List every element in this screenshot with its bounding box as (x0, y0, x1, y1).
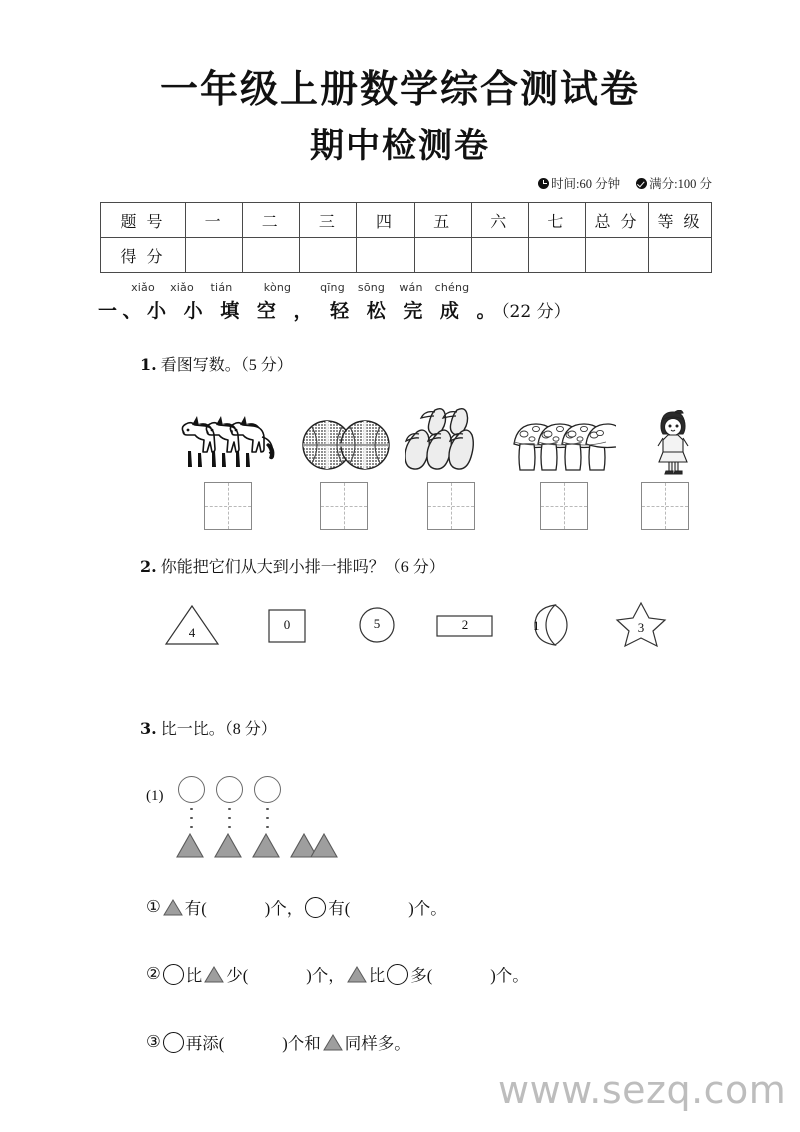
pinyin-7: wán (399, 281, 423, 294)
triangle-icon-inline-1 (162, 898, 184, 917)
score-cell-total[interactable] (586, 238, 649, 273)
question-2-number: 2. (140, 557, 157, 576)
marker-1: ① (146, 897, 161, 916)
pears-icon (405, 404, 497, 476)
shape-value-5: 1 (533, 618, 540, 633)
col-header-2: 二 (243, 203, 300, 238)
answer-line-2 (146, 962, 529, 986)
question-2-heading (140, 554, 445, 577)
picture-pears (405, 404, 497, 481)
dot-connector-1 (190, 808, 193, 828)
shape-value-1: 4 (188, 625, 196, 640)
picture-mushrooms (512, 418, 616, 479)
marker-3: ③ (146, 1032, 161, 1051)
compare-triangles (174, 832, 340, 860)
dot-connector-3 (266, 808, 269, 828)
score-cell-5[interactable] (414, 238, 471, 273)
compare-circle-3 (254, 776, 281, 803)
answer-box-2[interactable] (320, 482, 368, 530)
col-header-1: 一 (186, 203, 243, 238)
full-score-label: 满分:100 分 (649, 177, 712, 191)
question-1-text: 看图写数。（5 分） (160, 357, 293, 374)
col-header-5: 五 (414, 203, 471, 238)
pinyin-5: qīng (320, 281, 345, 294)
time-label: 时间:60 分钟 (551, 177, 621, 191)
picture-horses (172, 413, 282, 478)
circle-icon-inline-2b (387, 964, 408, 985)
row-label-score: 得 分 (101, 238, 186, 273)
line-2-part-6: )个。 (490, 966, 529, 985)
section-title-text: 小 小 填 空 ， 轻 松 完 成 。 (147, 300, 502, 322)
line-2-part-5: 多( (410, 966, 433, 985)
horses-icon (172, 413, 282, 473)
circle-icon-inline-2a (163, 964, 184, 985)
page-title: 一年级上册数学综合测试卷 (159, 66, 640, 111)
circle-icon-inline-1 (305, 897, 326, 918)
line-1-part-4: )个。 (408, 899, 447, 918)
col-header-total: 总 分 (586, 203, 649, 238)
col-header-grade: 等 级 (649, 203, 712, 238)
triangle-icon-inline-2a (203, 965, 225, 984)
col-header-4: 四 (357, 203, 414, 238)
shape-moon-1 (525, 602, 571, 648)
time-meta (538, 174, 620, 192)
question-1-number: 1. (140, 355, 157, 374)
picture-basketballs (300, 418, 392, 477)
line-1-part-2: )个， (264, 899, 304, 918)
pinyin-8: chéng (434, 281, 470, 294)
line-2-part-2: 少( (226, 966, 249, 985)
question-3-text: 比一比。（8 分） (160, 721, 277, 738)
score-cell-1[interactable] (186, 238, 243, 273)
line-3-part-2: )个和 (282, 1034, 321, 1053)
answer-line-1 (146, 895, 447, 919)
line-2-part-4: 比 (368, 966, 386, 985)
page-subtitle: 期中检测卷 (310, 126, 490, 166)
col-header-3: 三 (300, 203, 357, 238)
compare-circle-1 (178, 776, 205, 803)
pinyin-1: xiǎo (131, 281, 155, 294)
shape-value-6: 3 (637, 620, 645, 635)
question-3-number: 3. (140, 719, 157, 738)
row-label-question-number: 题 号 (101, 203, 186, 238)
score-meta (636, 174, 712, 192)
question-2-text: 你能把它们从大到小排一排吗？（6 分） (160, 559, 445, 576)
answer-box-4[interactable] (540, 482, 588, 530)
shape-square-0 (266, 608, 310, 644)
dot-connector-2 (228, 808, 231, 828)
answer-box-1[interactable] (204, 482, 252, 530)
score-cell-6[interactable] (471, 238, 528, 273)
col-header-7: 七 (528, 203, 585, 238)
pinyin-4: kòng (263, 281, 292, 294)
shape-value-3: 5 (373, 616, 381, 631)
exam-meta (538, 174, 712, 192)
shape-triangle-4 (163, 603, 221, 647)
score-cell-3[interactable] (300, 238, 357, 273)
circle-icon-inline-3 (163, 1032, 184, 1053)
shape-circle-5 (355, 605, 399, 645)
section-title-line (98, 296, 738, 323)
line-2-part-1: 比 (185, 966, 203, 985)
line-2-part-3: )个， (306, 966, 345, 985)
shape-star-3 (615, 600, 667, 648)
pinyin-2: xiǎo (170, 281, 194, 294)
mushrooms-icon (512, 418, 616, 474)
check-circle-icon (636, 178, 647, 189)
clock-icon (538, 178, 549, 189)
score-cell-2[interactable] (243, 238, 300, 273)
line-3-part-1: 再添( (185, 1034, 225, 1053)
sub-question-label-1: (1) (146, 788, 164, 804)
question-3-heading (140, 716, 277, 739)
pinyin-3: tián (210, 281, 233, 294)
shape-rectangle-2 (435, 614, 495, 638)
col-header-6: 六 (471, 203, 528, 238)
triangle-icon-inline-3 (322, 1033, 344, 1052)
shape-value-4: 2 (461, 617, 469, 632)
compare-circle-2 (216, 776, 243, 803)
section-one-heading (98, 281, 738, 323)
answer-box-3[interactable] (427, 482, 475, 530)
watermark: www.sezq.com (498, 1068, 787, 1112)
triangle-icon-inline-2b (346, 965, 368, 984)
marker-2: ② (146, 964, 161, 983)
score-cell-4[interactable] (357, 238, 414, 273)
score-cell-7[interactable] (528, 238, 585, 273)
line-3-part-3: 同样多。 (344, 1034, 411, 1053)
shape-value-2: 0 (283, 617, 291, 632)
table-row-headers (101, 203, 712, 238)
score-table (100, 202, 712, 273)
table-row-scores (101, 238, 712, 273)
line-1-part-3: 有( (328, 899, 351, 918)
section-pinyin (98, 281, 738, 295)
pinyin-6: sōng (357, 281, 386, 294)
section-number: 一、 (98, 300, 148, 322)
question-1-heading (140, 352, 293, 375)
basketballs-icon (300, 418, 392, 472)
score-cell-grade[interactable] (649, 238, 712, 273)
answer-box-5[interactable] (641, 482, 689, 530)
girl-icon (650, 410, 696, 476)
answer-line-3 (146, 1030, 411, 1054)
section-points: （22 分） (501, 302, 571, 322)
line-1-part-1: 有( (184, 899, 207, 918)
picture-girl (650, 410, 696, 481)
